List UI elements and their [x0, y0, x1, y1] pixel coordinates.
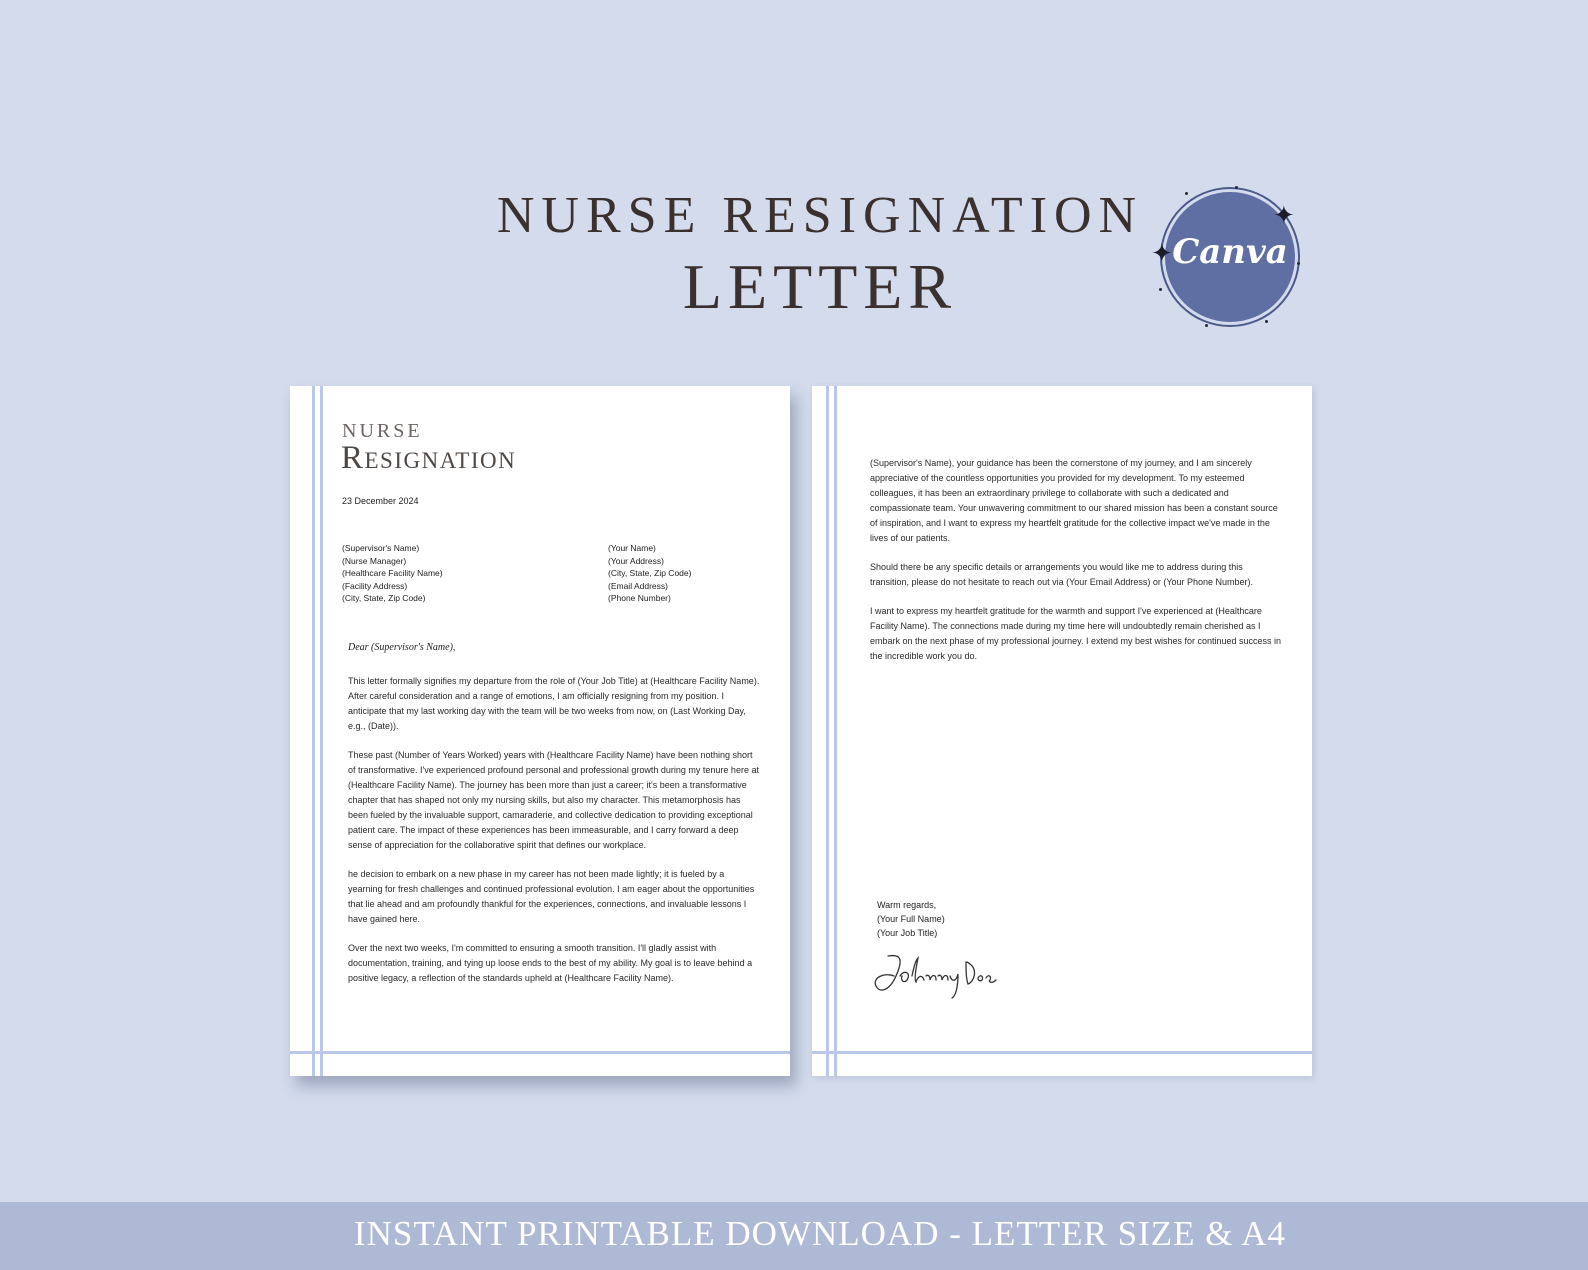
letter-paragraph: I want to express my heartfelt gratitude for the warmth and support I've experienced at (Healthcare Facility Name). The connections made during my time here will undoubtedly remain cherished as I embark on the next phase of my professional journey. I extend my best wishes for continued success in the incredible work you do.	[870, 606, 1282, 661]
closing-line: (Your Full Name)	[877, 914, 945, 924]
footer-banner	[0, 1202, 1588, 1270]
address-line: (Healthcare Facility Name)	[342, 568, 443, 578]
doc-date: 23 December 2024	[342, 496, 419, 506]
letter-page-1	[290, 386, 790, 1076]
dot-decoration	[1265, 320, 1268, 323]
letter-paragraph: (Supervisor's Name), your guidance has been the cornerstone of my journey, and I am sincerely appreciative of the countless opportunities you provided for my development. To my esteemed colleagues, it has been an extraordinary privilege to collaborate with such a dedicated and compassionate team. Your unwavering commitment to our shared mission has been a constant source of inspiration, and I want to express my heartfelt gratitude for the collective impact we've made in the lives of our patients.	[870, 458, 1278, 543]
handwritten-signature	[870, 946, 1000, 1006]
sparkle-icon: ✦	[1273, 200, 1295, 230]
page-border-line	[320, 386, 323, 1076]
page-border-line	[312, 386, 315, 1076]
dot-decoration	[1185, 192, 1188, 195]
address-line: (City, State, Zip Code)	[342, 593, 426, 603]
doc-heading-large: Resignation	[341, 440, 517, 476]
letter-body	[870, 456, 1282, 678]
page-border-line	[812, 1051, 1312, 1054]
doc-heading-small: NURSE	[342, 420, 423, 442]
recipient-address	[342, 542, 443, 605]
sender-address	[608, 542, 691, 605]
closing-line: Warm regards,	[877, 900, 937, 910]
address-line: (Your Name)	[608, 543, 656, 553]
dot-decoration	[1235, 186, 1238, 189]
address-line: (City, State, Zip Code)	[608, 568, 692, 578]
dot-decoration	[1159, 288, 1162, 291]
page-border-line	[834, 386, 837, 1076]
address-line: (Supervisor's Name)	[342, 543, 420, 553]
hero-title-line2: LETTER	[682, 251, 958, 322]
letter-paragraph: These past (Number of Years Worked) years with (Healthcare Facility Name) have been nothing short of transformative. I've experienced profound personal and professional growth during my tenure here at (Healthcare Facility Name). The journey has been more than just a career; it's been a transformative chapter that has shaped not only my nursing skills, but also my character. This metamorphosis has been fueled by the invaluable support, camaraderie, and collective dedication to providing exceptional patient care. The impact of these experiences has been immeasurable, and I carry forward a deep sense of appreciation for the collaborative spirit that defines our workplace.	[348, 750, 759, 850]
sparkle-icon: ✦	[1151, 238, 1173, 268]
letter-page-2	[812, 386, 1312, 1076]
address-line: (Facility Address)	[342, 580, 408, 591]
dot-decoration	[1205, 324, 1208, 327]
letter-paragraph: Should there be any specific details or arrangements you would like me to address during this transition, please do not hesitate to reach out via (Your Email Address) or (Your Phone Number).	[870, 562, 1254, 587]
closing-line: (Your Job Title)	[877, 928, 938, 938]
salutation: Dear (Supervisor's Name),	[348, 642, 456, 653]
page-border-line	[290, 1051, 790, 1054]
footer-text: INSTANT PRINTABLE DOWNLOAD - LETTER SIZE & A4	[353, 1214, 1287, 1253]
address-line: (Phone Number)	[608, 593, 671, 603]
closing-block	[877, 898, 945, 940]
page-border-line	[826, 386, 829, 1076]
canva-logo-text: Canva	[1172, 232, 1288, 272]
canva-badge	[1151, 192, 1295, 322]
address-line: (Nurse Manager)	[342, 555, 407, 566]
dot-decoration	[1297, 262, 1300, 265]
hero-title-line1: NURSE RESIGNATION	[496, 187, 1144, 244]
address-line: (Your Address)	[608, 555, 664, 566]
letter-paragraph: This letter formally signifies my departure from the role of (Your Job Title) at (Healthcare Facility Name). After careful consideration and a range of emotions, I am officially resigning from my position. I anticipate that my last working day with the team will be two weeks from now, on (Last Working Day, e.g., (Date)).	[348, 676, 760, 731]
letter-paragraph: he decision to embark on a new phase in my career has not been made lightly; it is fueled by a yearning for fresh challenges and continued professional evolution. I am eager about the opportunities that lie ahead and am profoundly thankful for the experiences, connections, and invaluable lessons I have gained here.	[348, 869, 755, 924]
address-line: (Email Address)	[608, 580, 668, 591]
letter-body	[348, 674, 760, 1000]
letter-paragraph: Over the next two weeks, I'm committed to ensuring a smooth transition. I'll gladly assist with documentation, training, and tying up loose ends to the best of my ability. My goal is to leave behind a positive legacy, a reflection of the standards upheld at (Healthcare Facility Name).	[348, 943, 753, 983]
